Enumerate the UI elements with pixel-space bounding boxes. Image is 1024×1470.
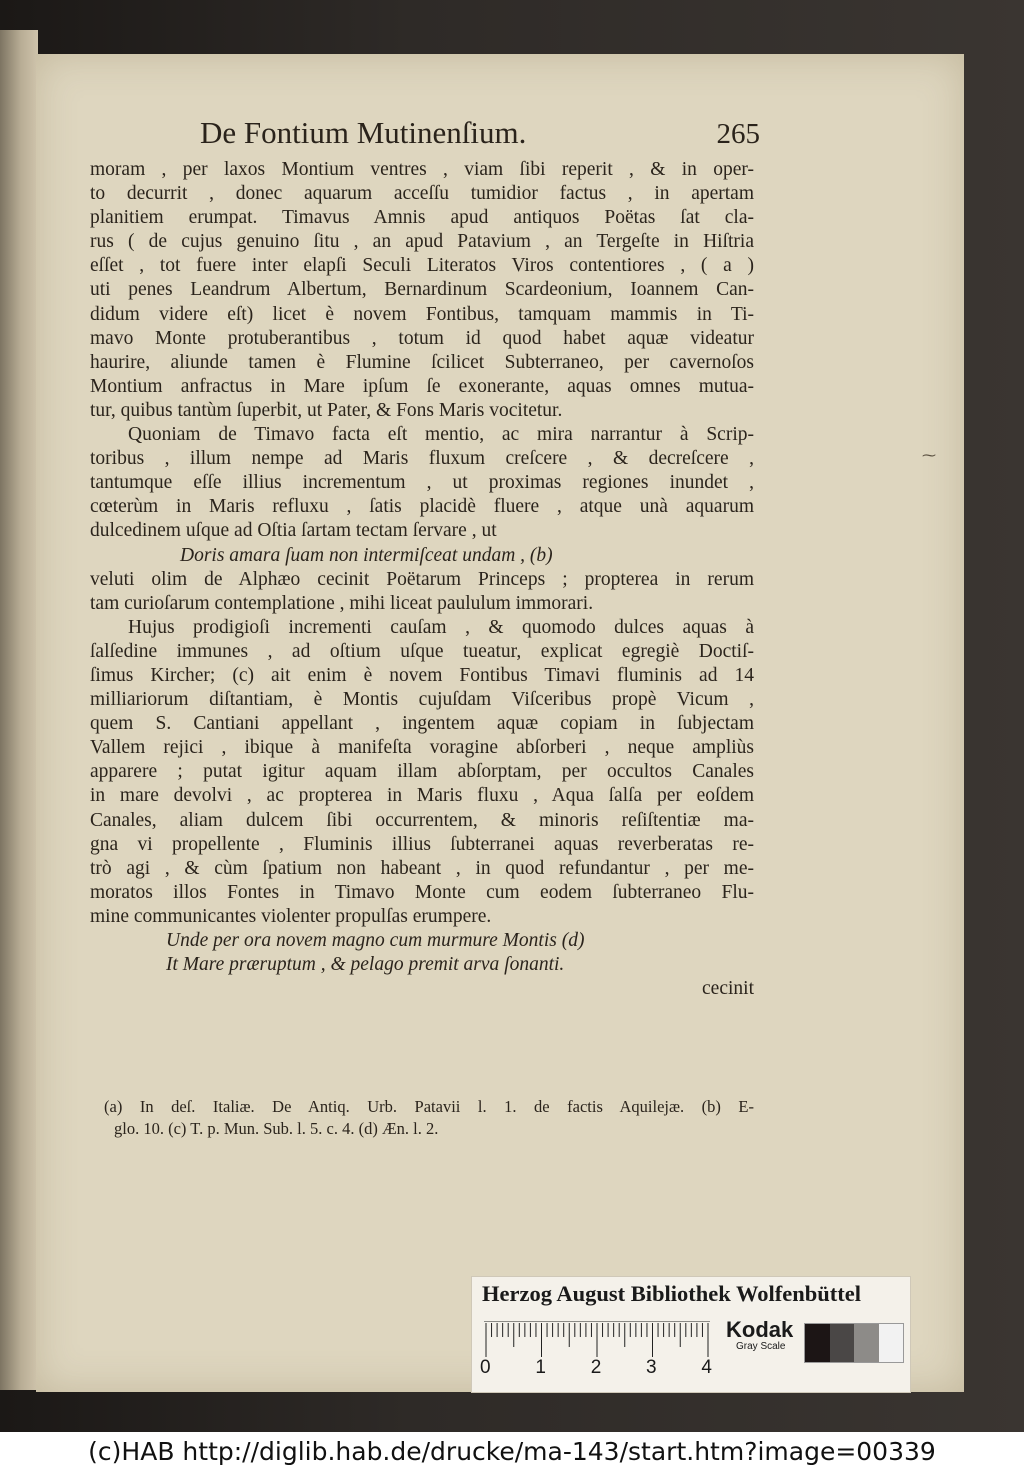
text-line: ſimus Kircher; (c) ait enim è novem Fontibus Timavi fluminis ad 14 (90, 664, 754, 686)
text-line: ſalſedine immunes , ad oſtium uſque tueatur, explicat egregiè Doctiſ- (90, 640, 754, 662)
text-line: didum videre eſt) licet è novem Fontibus, tamquam mammis in Ti- (90, 303, 754, 325)
text-line: Canales, aliam dulcem ſibi occurrentem, & minoris reſiſtentiæ ma- (90, 809, 754, 831)
text-line: moratos illos Fontes in Timavo Monte cum eodem ſubterraneo Flu- (90, 881, 754, 903)
scale-numbers (480, 1357, 712, 1379)
verse-line: Unde per ora novem magno cum murmure Montis (d) (166, 930, 585, 951)
verse-line: Doris amara ſuam non intermiſceat undam , (b) (180, 544, 553, 566)
text-line: apparere ; putat igitur aquam illam abſorptam, per occultos Canales (90, 761, 754, 783)
text-line: trò agi , & cùm ſpatium non habeant , in quod refundantur , per me- (90, 857, 754, 879)
text-line: haurire, aliunde tamen è Flumine ſcilicet Subterraneo, per cavernoſos (90, 351, 754, 373)
margin-mark: ⁓ (922, 448, 936, 464)
scale-number: 0 (480, 1357, 491, 1378)
body-text (90, 158, 754, 1001)
kodak-logo: Kodak (726, 1317, 794, 1342)
running-head-title: De Fontium Mutinenſium. (200, 115, 527, 150)
scale-number: 2 (590, 1357, 602, 1378)
gray-scale-caption: Gray Scale (736, 1341, 786, 1352)
text-line: tantumque eſſe illius incrementum , ut proximas regiones inundet , (90, 472, 754, 494)
library-label (471, 1276, 911, 1393)
text-line: Quoniam de Timavo facta eſt mentio, ac mira narrantur à Scrip- (128, 424, 754, 446)
running-head (200, 115, 760, 151)
text-line: cœterùm in Maris refluxu , ſatis placidè fluere , atque unà aquarum (90, 496, 754, 518)
text-line: Hujus prodigioſi incrementi cauſam , & quomodo dulces aquas à (128, 616, 754, 638)
catchword: cecinit (702, 978, 754, 1000)
text-line: tam curioſarum contemplatione , mihi liceat paululum immorari. (90, 592, 594, 614)
text-line: dulcedinem uſque ad Oſtia ſartam tectam ſervare , ut (90, 520, 497, 542)
facing-page-edge (0, 30, 38, 1390)
scale-number: 3 (646, 1357, 657, 1378)
text-line: planitiem erumpat. Timavus Amnis apud antiquos Poëtas ſat cla- (90, 207, 754, 229)
text-line: rus ( de cujus genuino ſitu , an apud Patavium , an Tergeſte in Hiſtria (90, 231, 754, 253)
footnotes (104, 1096, 754, 1140)
text-line: toribus , illum nempe ad Maris fluxum creſcere , & decreſcere , (90, 448, 754, 470)
text-line: eſſet , tot fuere inter elapſi Seculi Literatos Viros contentiores , ( a ) (90, 255, 754, 277)
scale-number: 4 (701, 1357, 712, 1378)
gray-scale-swatches (804, 1323, 904, 1363)
page-number: 265 (716, 118, 760, 150)
library-name: Herzog August Bibliothek Wolfenbüttel (482, 1281, 861, 1306)
text-line: mavo Monte protuberantibus , totum id quod habet aquæ videatur (90, 327, 754, 349)
text-line: to decurrit , donec aquarum acceſſu tumidior factus , in apertam (90, 183, 754, 205)
footnote-line: glo. 10. (c) T. p. Mun. Sub. l. 5. c. 4. (d) Æn. l. 2. (114, 1119, 439, 1138)
scale-number: 1 (535, 1357, 546, 1378)
text-line: uti penes Leandrum Albertum, Bernardinum Scardeonium, Ioannem Can- (90, 279, 754, 301)
text-line: in mare devolvi , ac propterea in Maris fluxu , Aqua ſalſa per eoſdem (90, 785, 754, 807)
text-line: Vallem rejici , ibique à manifeſta voragine abſorberi , neque ampliùs (90, 737, 754, 759)
verse-line: It Mare præruptum , & pelago premit arva ſonanti. (166, 954, 565, 976)
text-line: mine communicantes violenter propulſas erumpere. (90, 905, 492, 927)
text-line: milliariorum diſtantiam, è Montis cujuſdam Viſceribus propè Vicum , (90, 689, 754, 711)
scale-ruler (484, 1321, 710, 1357)
copyright-credit: (c)HAB http://diglib.hab.de/drucke/ma-143/start.htm?image=00339 (0, 1432, 1024, 1470)
text-line: Montium anfractus in Mare ipſum ſe exonerante, aquas omnes mutua- (90, 375, 754, 397)
text-line: veluti olim de Alphæo cecinit Poëtarum Princeps ; propterea in rerum (90, 568, 754, 590)
text-line: gna vi propellente , Fluminis illius ſubterranei aquas reverberatas re- (90, 833, 754, 855)
swatch (805, 1324, 830, 1362)
footnote-line: (a) In deſ. Italiæ. De Antiq. Urb. Patavii l. 1. de factis Aquilejæ. (b) E- (104, 1097, 754, 1116)
text-line: tur, quibus tantùm ſuperbit, ut Pater, & Fons Maris vocitetur. (90, 399, 563, 421)
swatch (879, 1324, 904, 1362)
swatch (830, 1324, 855, 1362)
swatch (854, 1324, 879, 1362)
text-line: moram , per laxos Montium ventres , viam ſibi reperit , & in oper- (90, 159, 754, 180)
text-line: quem S. Cantiani appellant , ingentem aquæ copiam in ſubjectam (90, 713, 754, 735)
